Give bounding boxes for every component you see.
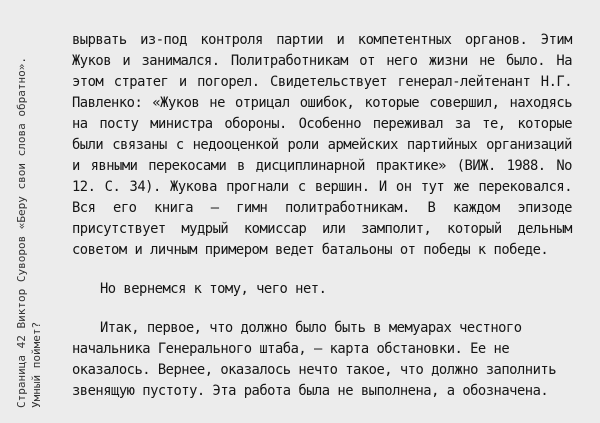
running-header [14,18,54,408]
paragraph-3: Итак, первое, что должно было быть в мемуарах честного начальника Генерального штаба, – карта обстановки. Ее не оказалось. Вернее, оказалось нечто такое, что должно заполнить звенящую пустоту. Эта работа была не выполнена, а обозначена. [72,320,556,399]
running-header-line-1: Страница 42 Виктор Суворов «Беру свои слова обратно». [15,57,28,408]
running-header-line-2: Умный поймет? [30,321,43,408]
paragraph-2: Но вернемся к тому, чего нет. [100,281,327,297]
paragraph-1: вырвать из-под контроля партии и компетентных органов. Этим Жуков и занимался. Политработникам от него жизни не было. На этом стратег и погорел. Свидетельствует генерал-лейтенант Н.Г. Павленко: «Жуков не отрицал ошибок, которые совершил, находясь на посту министра обороны. Особенно переживал за те, которые были связаны с недооценкой роли армейских партийных организаций и явными перекосами в дисциплинарной практике» (ВИЖ. 1988. No 12. С. 34). Жукова прогнали с вершин. И он тут же перековался. Вся его книга – гимн политработникам. В каждом эпизоде присутствует мудрый комиссар или замполит, который дельным советом и личным примером ведет батальоны от победы к победе. [72,32,572,258]
page-sidebar [14,18,54,408]
page-body [72,30,572,402]
